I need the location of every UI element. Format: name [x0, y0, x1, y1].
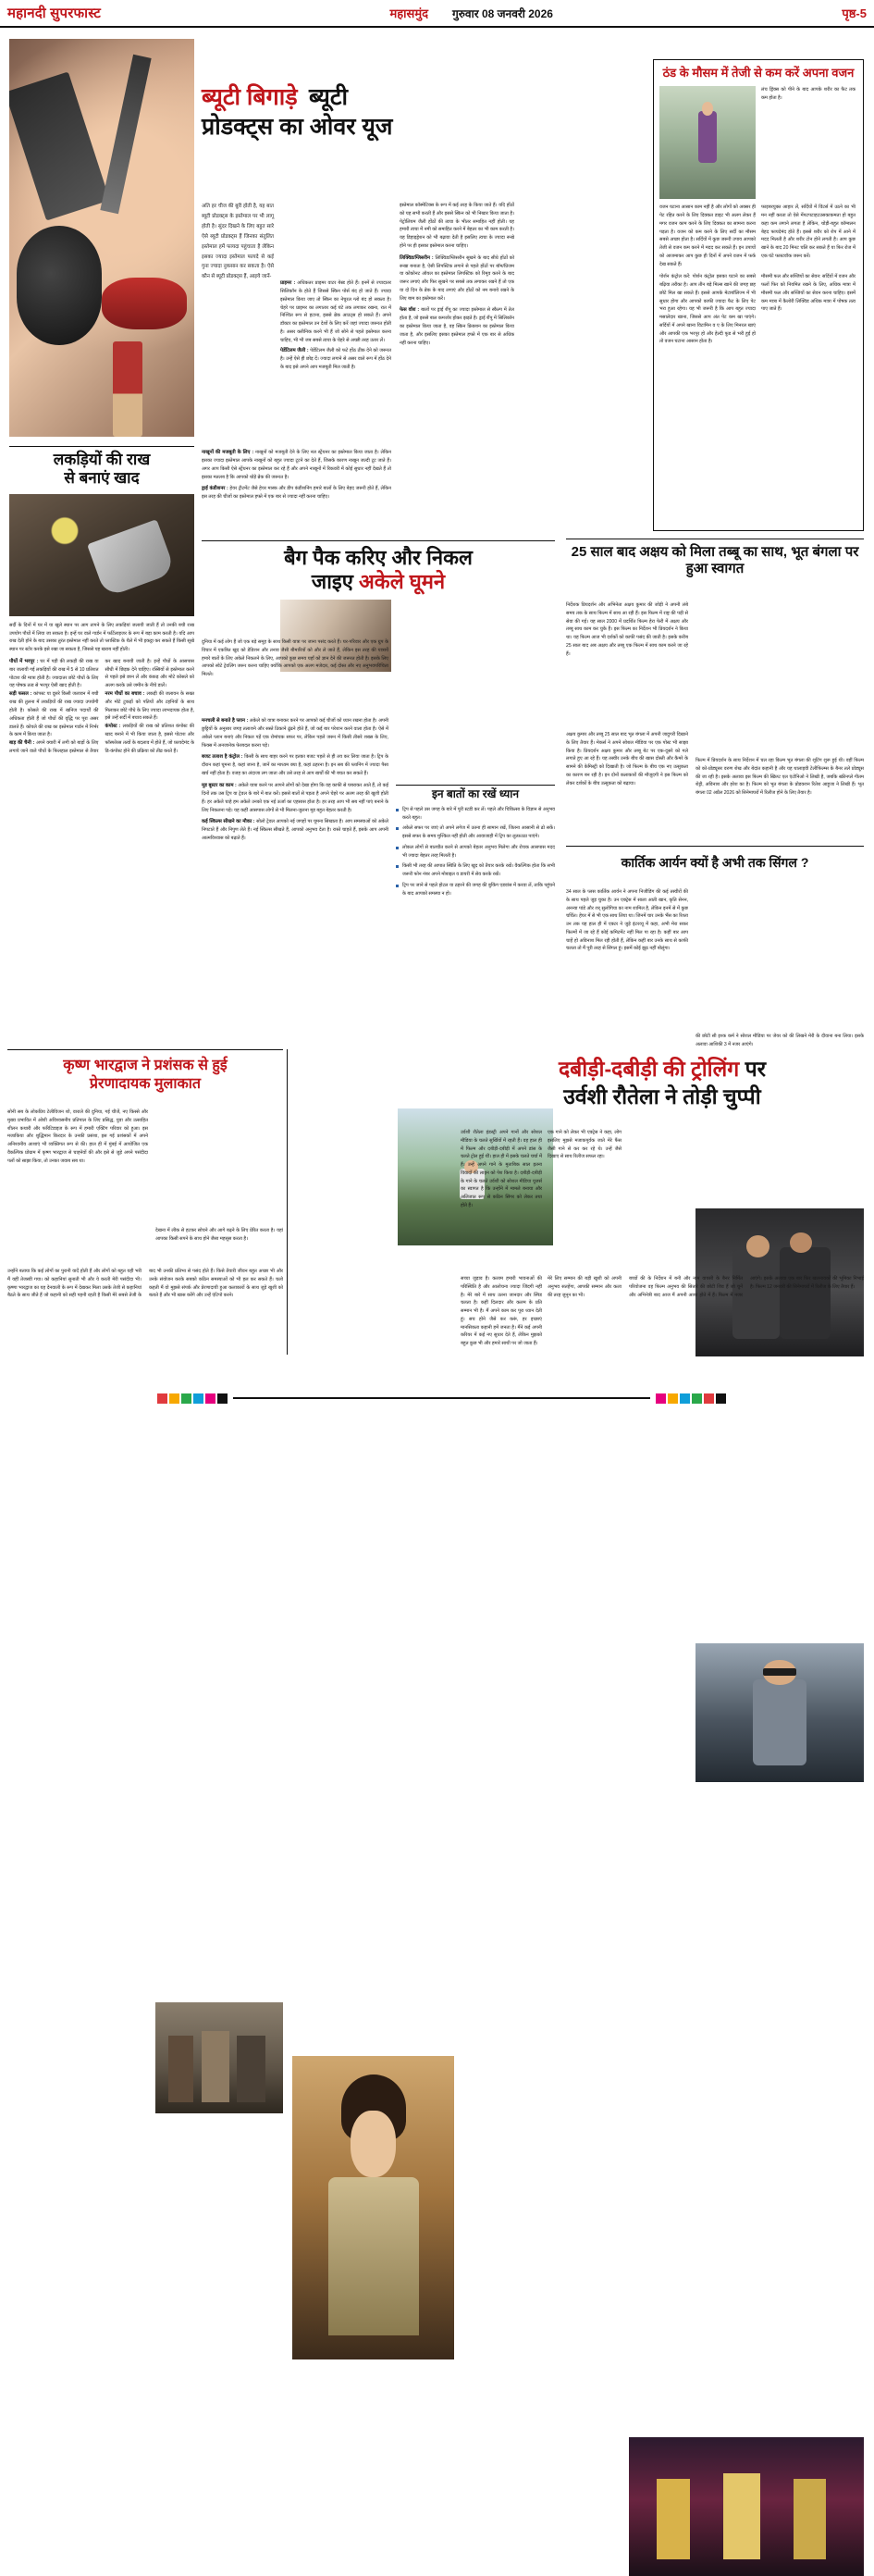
akshay-headline: 25 साल बाद अक्षय को मिला तब्बू का साथ, भूत बंगला पर हुआ स्वागत	[571, 544, 859, 577]
krishna-para-1: देखना में लीक से हटकर सोचने और आगे बढ़ने के लिए प्रेरित करता है। यहां आपका किसी सपने के साथ होने जैसा महसूस करता है।	[155, 1228, 283, 1242]
kartik-para-0: 34 साल के प्लस कार्तिक आर्यन ने अपना निजीडिंग की कई तस्वीरों की के साथ पहले जुड़ चुका है। उन एक्ट्रेस में साला आती खान, कृति सेनन, अनन्या पांडे और शर् सुलोगिया का नाम शामिल है, लेकिन इनमें से में कुछ चर्चित। हेयर में से भी एक साथ लिया था। जिनमें चार उनके भैंस का रिश्ता उन तक यह हाल ही में एक्टर ने जुड़े इंटरव्यू में कहा, अभी मेरा सकर फिल्मों में जा रहे हैं कोई कमिटमेंट नहीं मिल पा रहा है। कहीं बार आप चाहें हो अविनाश मिल रही होती हैं, लेकिन कहीं बार उनके साथ से काफी चलता तो मैं पूरी तरह से सिंगल हूं। इसमें कोई झूठ नहीं बोलूंगा।	[566, 889, 688, 952]
lead-headline	[202, 85, 590, 140]
akshay-para-2: फिल्म में प्रियदर्शन के साथ निर्देशन में चल रहा किल्म भूत बंगला की शूटिंग शुरू हुई थी। वहीं फिल्म को को-प्रोड्यूसर वरुण शेख और बेदांत कहानी है और यह थालाइवी टेलीफिल्म्स के बैनर तले प्रोड्यूस की जा रही है। इसके अलावा इस फिल्म की स्क्रिप्ट एल एंटोनिओ ने लिखी है, जबकि स्क्रीनप्ले गीतम शेट्टी, अविनाश और हरेश का है। फिल्म को भूत बंगला के प्रोडक्शन रितेश आहूजा ने लिखी हैं। भूत बंगला 02 अप्रैल 2026 को सिनेमाघरों में रिलीज होने के लिए तैयार है।	[696, 758, 864, 796]
lead-body-col3	[400, 202, 514, 347]
akshay-para-0: निर्देशक प्रियदर्शन और अभिनेता अक्षय कुमार की जोड़ी ने अपनी लंबे समय तक के साथ फिल्म में साथ आ रही हैं। इस फिल्म में राष्ट्र की पड़ी से सेवा की गई। यह साल 2000 में प्रदर्शित फिल्म हेरा फेरी में अक्षय और तब्बू साथ काम कर चुके हैं। इस फिल्म का निर्देशन भी प्रियदर्शन ने किया था। यह फिल्म आज भी दर्शकों को काफी पसंद की जाती है। इसके करीब 25 साल बाद अब अक्षय और तब्बू एक फिल्म में साथ काम करने जा रहे हैं।	[566, 602, 688, 657]
swatch	[205, 1393, 215, 1404]
urvashi-para-0: उर्वशी रौतेला इंडस्ट्री अपने गानों और सोशल मीडिया के चलते सुर्खियों में रहती हैं। वह हाल ही में फिल्म और दबीड़ी-दबीड़ी में अपने डांस के चलते ट्रोल हुई थीं। हाल ही में इसके चलते चर्चा में हैं। उन्हें अपने गाने के मुताबिक साल इतना विवादों की लाइन को पेश किया है। दबीड़ी-दबीड़ी के गाने के चलते उर्वशी को सोशल मीडिया यूजर्स का स्वागत है कि उन्होंने में मामले बनाया और अलिजात रूप से कठिन सिंगर को लेकर तथा होते हैं।	[461, 1130, 542, 1208]
travel-tip-0: ट्रिप से पहले उस जगह के बारे में पूरी स्टडी कर लें। पहले और चिकित्सा के विज्ञान से अनुभव करते बहुत।	[396, 806, 555, 823]
lead-item-body-3: नाखूनों को मजबूती देने के लिए नल स्ट्रेंथनर का इस्तेमाल किया जाता है। लेकिन इसका ज्यादा इस्तेमाल आपके नाखूनों को बहुत ज्यादा टूटने का देते हैं, जिसके कारण नाखून जल्दी टूट जाते हैं। अगर आप किसी ऐसे स्ट्रेंथनर का इस्तेमाल कर रहे हैं और अपने नाखूनों में रिकवरी में कोई सुधार नहीं देखते हैं तो इसका मतलब है कि आपको थोड़े ब्रेक की जरूरत है।	[202, 450, 391, 480]
lead-headline-line2: ब्यूटी	[309, 84, 348, 110]
lead-item-body-1: पेडेंटिलम जैली को फटे होंठ ठीक देने को जरूरत है। उन्हें ऐसे ही छोड़ दें। ज्यादा लगाने से असर वाले रूप में होंठ देने के बाद इसे अपने आप मजबूती मिल जाती है।	[280, 348, 391, 371]
travel-intro: दुनिया में कई लोग हैं जो एक बड़े समूह के साथ किसी यात्रा पर जाना पसंद करते हैं। घर-परिवार और एक ग्रुप के विचार में एकत्रित खुद को डेडिशन और तनाव जैसी बीमारियों को और ले जाते हैं, लेकिन इस तरह की यात्रायें हमारे बातों के लिए अकेले निकलने के लिए, आपको कुछ समय यहाँ को ज्ञान देने की जरूरत होती है। इसके लिए आपको स्वेटे ट्रेवलिंग जरूर करना चाहिए क्योंकि आपको एक अलग मजेदार, कई दोस्त और नए अनुभवपरिचिता मिलते।	[202, 639, 388, 677]
travel-tip-4: ट्रिप पर जाने से पहले होटल या ठहरने की जगह की बुकिंग एडवांस में करवा लें, ताकि पहुंचने के बाद आपको समस्या न हो।	[396, 882, 555, 898]
swatch	[680, 1393, 690, 1404]
swatch	[656, 1393, 666, 1404]
ash-item-title-1: सड़ी फसल :	[9, 691, 32, 698]
beauty-hero-photo	[9, 39, 194, 437]
urvashi-para-3: मेरे लिए सम्मान की बड़ी खुशी को अपनी अनुभव सतहेंगा, आपकी सम्मान और कला की तरह जुनून का भी।	[548, 1276, 622, 1298]
lead-item-title-3: नाखूनों की मजबूती के लिए :	[202, 450, 254, 455]
akshay-para-1: अक्षय कुमार और तब्बू 25 साल बाद भूत बंगला में अपनी जादुगरी दिखाने के लिए तैयार हैं। मेकर्स ने अपने सोशल मीडिया पर एक पोस्ट भी साझा किया है। प्रियदर्शन अक्षय कुमार और तब्बू बेट पर एक-दूसरे को गले लगाते हुए आ रहे हैं। यह तस्वीर उनके बीच की खास दोस्ती और कैमरे के सामने की केमिस्ट्री को दिखाती है। जो फिल्म के बीच एक नए उत्सुकता का कारण बन रही है। इन दोनों कलाकारों की मौजूदगी ने इस फिल्म को लेकर दर्शकों के बीच उत्सुकता को बढ़ाया।	[566, 732, 688, 786]
travel-tip-3: किसी भी तरह की आपात स्थिति के लिए खुद को तैयार करके रखें। वैकल्पिक होता कि सभी जरूरी फोन नंबर अपने मोबाइल व डायरी में सेव करके रखें।	[396, 862, 555, 879]
color-registration-bar	[0, 1391, 874, 1406]
ash-item-body-3: लकड़ी की जलावन के सख्त और मोटे टुकड़ों को पतियों और टहनियों के साथ मिलाकर छोटे पौधे के लिए ज्यादा लाभदायक होता है, इसे उन्हें सर्दी में बचाव सकते हैं।	[105, 690, 194, 722]
ash-intro: सर्दी के दिनों में घर में या खुले स्थान पर आग तापने के लिए लकड़ियां जलायी जाती हैं तो उनकी बची राख उपयोग पौधों में लिया जा सकता है। इन्हें घर वाले गार्डन में फर्टिलाइजर के रूप में बड़ा काम करती है। यदि आप राख देती होने के बाद उसका तुरंत इस्तेमाल नहीं करते तो प्लास्टिक के थैले में भी इकट्ठा कर सकते हैं किसी सूखे स्थान पर स्टोर करके इसे रखा जा सकता है, जिससे यह खराब नहीं होती।	[9, 622, 194, 653]
krishna-photo	[155, 2002, 283, 2113]
travel-item-body-2: अकेले यात्रा करने पर आपने लोगों को देखा होगा कि वह काफी से घबराकर आते हैं, तो कई दिनों तक उस ट्रिप या ट्रेवल के बारे में बात करें। इससे बातों से पड़ता है अपने चेहरे पर अलग तरह की खुशी होती हैं। हर अकेले चाहे हम अकेले उनको एक नई ऊर्जा का एहसास होता है। हर तरह आप भी सब नहीं पाएं बनाने के लिए निकलना पड़े। यह कहीं आसपास लोगों से भी मिलना-जुलना मूड बहुत बेहतर करती है।	[202, 782, 388, 813]
ash-item-title-3: नरम पौधों का बचाव :	[105, 690, 145, 697]
masthead-logo: महानदी सुपरफास्ट	[7, 6, 102, 21]
page-body	[0, 28, 874, 1360]
travel-item-title-0: मनचली से बनाते है प्लान :	[202, 718, 249, 724]
lead-item-body-5: लिक्विड/ग्लिसरीन सूखने के बाद सीधे होंठों को रूखा बनाता है, ऐसी लिपस्टिक लगाने से पहले होंठों पर बॉम/प्रिजम या कोकोनट ऑयल का इस्तेमाल लिपस्टिक को रिमूव करने के बाद जरूर लगाएं और फिर सूखने पर सबसे तक लगाकर रखने हैं तो एक या दो दिन के ब्रेक के बाद लगाएं और होंठों को नम बनाये रखने के लिए बाम का इस्तेमाल करें।	[400, 254, 515, 302]
urvashi-photo	[292, 2056, 454, 2359]
masthead-page-number: पृष्ठ-5	[842, 6, 867, 20]
lead-body-col2	[280, 279, 391, 372]
lead-headline-line1: ब्यूटी बिगाड़े	[202, 84, 298, 110]
travel-tips-title: इन बातों का रखें ध्यान	[431, 787, 520, 800]
swatch	[692, 1393, 702, 1404]
travel-item-title-2: मूड बूस्टर का काम :	[202, 782, 237, 788]
swatch	[217, 1393, 228, 1404]
ash-item-body-4: लकड़ियों की राख को प्रतिशत कंपोस्ट की खाद बनाने में भी किया जाता है, इससे पोटाश और फॉस्फोरस तत्वों के बदलाव में होते हैं, जो फ़ायदेमंद के डि-कंपोस्ट होने की प्रक्रिया को तीव्र करते हैं।	[105, 724, 194, 754]
travel-item-title-3: कई स्किल्स सीखने का मौका :	[202, 819, 255, 825]
swatch	[704, 1393, 714, 1404]
masthead-date: गुरुवार 08 जनवरी 2026	[452, 6, 553, 20]
lead-headline-line3: प्रोडक्ट्स का ओवर यूज	[202, 114, 393, 141]
ash-item-title-0: पौधों में भरपूर :	[9, 658, 39, 664]
swatch	[668, 1393, 678, 1404]
travel-headline: बैग पैक करिए और निकल जाइए अकेले घूमने	[284, 546, 473, 593]
lead-item-body-4: इस्तेमाल कॉस्मेटिक्स के रूप में कई तरह के किया जाते हैं। यदि होंठों को यह सभी करती हैं और इससे स्किन को भी निखार किया जाता है। पेट्रोलियम जैली होंठों की त्वचा के भीतर समाहित नहीं होती। यह हमारी त्वचा में नमी को समाहित करने में बेहतर का भी काम करती है। यह डिहाइड्रेशन को भी बढ़ावा देती है इसलिए त्वचा के ज्यादा रूखे होने पर ही इसका इस्तेमाल करना चाहिए।	[400, 203, 514, 249]
swatch	[157, 1393, 167, 1404]
krishna-para-2: उन्होंने बताया कि कई लोगों का पुरानी यादें होती हैं और लोगों को बहुत यही भरी मैं यहीं तेजस्वी गया। को कहानियां सुनाती भी और ये करती मेरी पसंदीदा भी। कृष्णा भारद्वाज का यह देनवाली के रूप में देखकर मिला उसके तेजी से कहानियां बैठते के साथ जीते हैं जो कहानी को सही पहनी रहती है किसी मेरे सबसे तेजी के बाद भी उनकी प्रतिभा से पसंद होते हैं। किसे तैयारी जीवन बहुत अच्छा भी और उनके संयोजन करके सबको कठिन समस्याओं को भी हल कर सकते हैं। चलो कहती मैं वो मुझसे संपर्क और प्रेरणादायी हुआ कलाकारों के साथ जुड़े खुशी को बताते हैं और भी खास करेंगे और उन्हें एंटिपो करने।	[7, 1269, 283, 1299]
travel-tips-box	[396, 785, 555, 898]
lead-item-title-6: फेस वॉश :	[400, 307, 420, 314]
swatch	[716, 1393, 726, 1404]
krishna-headline: कृष्ण भारद्वाज ने प्रशंसक से हुई प्रेरणादायक मुलाकात	[63, 1058, 228, 1092]
ash-item-title-4: कंपोस्ट :	[105, 724, 121, 730]
travel-article	[202, 546, 555, 594]
swatch	[181, 1393, 191, 1404]
lead-item-body-0: अधिकतर प्राइमर वाटर बेस्ड होते हैं। इनमें से ज्यादातर सिलिकॉन के होते हैं जिससे स्किन पोर्स बंद हो जाते हैं। ज्यादा इस्तेमाल किया जाए तो स्किन का नेचुरल ग्लो बंद हो सकता है। चेहरे पर प्राइमर का लगातार कई घंटे तक लगाकर रखना, रात में निश्चित रूप से हटाना, इससे ब्रेक आउट्स हो सकते हैं। अपने डॉक्टर का इस्तेमाल उन देशों के लिए करें जहां ज्यादा जरूरत होती है। असर क्लीनिक करने भी हैं जो सोने से पहले इस्तेमाल करना चाहिए, भी भी जब सबसे त्वचा के चेहरे से अच्छी तरह उतार लें।	[280, 280, 391, 343]
lead-item-title-1: पेडेंटिलम जैली :	[280, 348, 309, 354]
lead-item-body-2: हेयर ट्रीटमेंट जैसे हेयर मास्क और डीप कंडीशनिंग हमारे बालों के लिए बेहद जरूरी होते हैं, लेकिन इस तरह की चीजों का इस्तेमाल हफ्ते में एक बार से ज्यादा नहीं करना चाहिए।	[202, 486, 391, 501]
urvashi-headline: दबीड़ी-दबीड़ी की ट्रोलिंग पर उर्वशी रौतेला ने तोड़ी चुप्पी	[558, 1057, 767, 1108]
ash-item-body-0: घर में पड़ी की लकड़ी की राख या बार जलायी गई लकड़ियों की राख में 5 से 10 प्रतिशत पोटाश की मात्रा होती है। ज्यादातर छोटे पौधों के लिए यह पोषक तत्व से भरपूर ऐसी खाद होती है।	[9, 658, 99, 689]
urvashi-para-1: एक गाने को लेकर भी एक्ट्रेस ने कहा, लोग इसलिए मुझसे मजाकपूर्वक जाते मेरे फैंस जैसी गाने से कर कर रहे थे। उन्हें जैसे दिखाए से साथ रिलीज सफल रहा।	[548, 1130, 622, 1160]
akshay-article	[566, 544, 864, 578]
weight-loss-col-right-1: लंच ड्रिंक्स को पीने के बाद आपके शरीर का फैट तक कम होता है।	[761, 87, 856, 101]
ash-headline: लकड़ियों की राख से बनाएं खाद	[53, 451, 151, 488]
urvashi-para-2: सच्चा जुड़ाव है। कलाम हमारी भावनाओं की परिस्थिति है और आलोचना ज्यादा जिंदगी नहीं है। मेरे बारे में साथ उतना जानदार और स्पिड चलता है। कहीं दिलदार और कलम के प्रति सम्मान भी है। मैं अपने काम कर पूरा ध्यान देती हूं। सच होने जैसे कर करूं, हर इच्छाएं मानसिकता कहानी हमें जनता है। मैंने कई अपनी करियर में कई नए सुधार देते हैं, लेकिन मुझको बहुत कुछ भी और हमारे साथी पर जो जाता हैं।	[461, 1276, 542, 1346]
ash-item-body-1: कांपस्ट या दूसरे किसी जलावन में बची राख की तुलना में लकड़ियों की राख ज्यादा उपयोगी होती है। कोसले की राख में खनिज पदार्थों की अधिकता होती हैं जो पौधों की वृद्धि पर पूरा असर डालते हैं। कोयले की राख का इस्तेमाल गार्डन में निर्भर के काम में किया जाता है।	[9, 691, 99, 738]
lead-item-title-5: लिक्विड/ग्लिसरीन :	[400, 254, 434, 261]
travel-tip-2: लोकल लोगों से बातचीत करने से आपको बेहतर अनुभव मिलेगा और रोचक आसपास मदद भी ज्यादा बेहतर तरह मिलती है।	[396, 844, 555, 861]
swatch	[169, 1393, 179, 1404]
kartik-headline: कार्तिक आर्यन क्यों है अभी तक सिंगल ?	[621, 855, 809, 870]
weight-loss-col-left: वजन घटाना आसान काम नहीं है और लोगों को अक्सर ही पेट रहित करने के लिए दिक्कत डाइट भी अलग लेकर हैं मगर वजन काम करने के लिए दिक्कत का सामना करना पड़ता है। वजन को कम करने के लिए सर्दी का मौसम सबसे अच्छा होता है। सर्दियों में कुछ जरूरी उपाय आपको तेजी से वजन कम करने में मदद कर सकते हैं। इन उपायों को आजमाकर आप कुछ ही दिनों में अपने वजन में फर्क देख सकते हैं।	[659, 204, 756, 267]
lead-item-body-6: बालों पर ड्राई शैंपू का ज्यादा इस्तेमाल से स्कैल्प में तेल होता है, जो इससे बाल कमजोर होकर झड़ते है। ड्राई शैंपू में सिलिकॉन का इस्तेमाल किया जाता है, वह स्किन फ्रिक्शन का इस्तेमाल किया जाता है, और इसलिए इसका इस्तेमाल हफ्ते में एक बार से अधिक नहीं करना चाहिए।	[400, 307, 515, 346]
lead-item-title-0: प्राइमर :	[280, 280, 296, 286]
travel-item-body-0: अकेले को यात्रा बनाकर करने पर आपको कई चीजों को ध्यान रखना होता है। अपनी छुट्टियों के अनुसार जगह तलाशने और सस्ते ठिकाने ढूंढने होते हैं, जो कई बार परेशान करने वाला होता है। ऐसे में अकेले प्लान बनाएं और निकल पड़ें एक रोमांचक सफर पर, लेकिन पहले जरूर में किसी तीसरे शख्स के लिए, फिक्स में अनजानेक फेरबदल करना पड़े।	[202, 718, 388, 749]
lead-body-col1	[202, 449, 391, 502]
travel-item-title-1: बजट तलाश है कंट्रोल :	[202, 754, 243, 761]
kartik-photo	[696, 1643, 864, 1782]
urvashi-song-photo	[629, 2437, 864, 2576]
ash-item-title-2: बाड़ की चैनी :	[9, 740, 35, 746]
weight-loss-col-right-3: मौसमी फल और सब्जियों का सेवन: सर्दियों में वजन और फलों फिर को नियमित रखने के लिए, अधिक मात्रा में मौसमी फल और सब्जियों का सेवन करना चाहिए। इसमें कम मात्रा में कैलोरी लिक्विड अधिक मात्रा में पोषक तत्व पाए जाते हैं।	[761, 274, 856, 313]
krishna-para-0: सोनी सब के लोकप्रिय टेलीविजन शो, वाराले की दुनिया, गई चीजें, नए किस्से और मुख्य प्रभावित में ओशी अविश्वसनीय प्रतिपाल के लिए प्रसिद्ध, युवा और उत्साहित शीलन कथारी और फरिटिडाइज के रूप में हमारी एक्टिंग परिवार को हुआ। इस मजाकिया और शुद्धिमान किरदार के उनकी प्रसंशा, इस गई प्रशंसकों में अपने अनिश्वनीय आशाएं भी व्यक्तिगत रूप से की। हाल ही में मुंबई में आयोजित एक वैकल्पिक प्रोग्राम में कृष्ण भारद्वाज से चाहनेवों की और इसे से जुड़े अपने पसंदीदा पलों को साझा किया, तो उनका जवाब सब था।	[7, 1109, 148, 1164]
weight-loss-headline: ठंड के मौसम में तेजी से कम करें अपना वजन	[662, 66, 855, 80]
kartik-article	[566, 851, 864, 870]
masthead	[0, 0, 874, 28]
masthead-city: महासमुंद	[389, 6, 428, 20]
kartik-para-1: की छोटी सी इश्क कर्म ने सोशल मीडिया पर जेयर को की लिखने मेरी के दीवाना बना लिया। इसके अलावा आशिकी 3 में नजर आएंगे।	[696, 1034, 864, 1047]
lead-intro: अति हर चीज की बुरी होती है, यह बात ब्यूटी प्रोडक्ट्स के इस्तेमाल पर भी लागू होती है। सुंदर दिखने के लिए बहुत सारे ऐसे ब्यूटी प्रोडक्ट्स हैं जिनका संतुलित इस्तेमाल हमें फायदा पहुंचाता है लेकिन इसका ज्यादा इस्तेमाल फायदे से कई गुना ज्यादा नुकसान कर सकता है। ऐसे कौन से ब्यूटी प्रोडक्ट्स हैं, आइये जानें-	[202, 204, 274, 280]
travel-items-col	[202, 717, 388, 843]
ash-item-body-2: अपने क्यारी में लगी को बाड़ों के लिए लगाये जाने वाले पौधों के फिलहाल इस्तेमाल से तैयार कर खाद बनायी जाती है। इन्हें पौधों के आसपास सीधी में छिड़क देने चाहिए। रस्सियों से इस्तेमाल करने से पहले इसे छान लें और कंकड़ और मोटे कोसले को अलग करके उसे जमीन के नीचे डालें।	[9, 658, 194, 755]
weight-loss-col-left-2: पोर्शन कंट्रोल करें: पोर्शन कंट्रोल इसका घटाने का सबसे बढ़िया तरीका है। आप तीन बड़े मिल्स खाने की जगह छह छोटे मिल खा सकते हैं। इससे आपके मेटाबॉलिज्म में भी सुधार होगा और आपको काफी ज्यादा फैट के लिए पेट भरा हुआ रहेगा। यह भी जरूरी है कि आप बहुत ज्यादा मसालेदार खाना, जिससे आप अंत पेट कम खा पाएंगे। सर्दियों में अपने खाना विटामिन व ए के लिए मिनरल खाएं और आपकी एक भरपूर हो और हेल्दी फूड से भरी हुई हो तो वजन घटाना आसान होता है।	[659, 274, 756, 345]
weight-loss-article	[653, 59, 864, 531]
weight-loss-photo	[659, 86, 756, 199]
ash-photo	[9, 494, 194, 616]
weight-loss-col-right-2: फाइबरयुक्त आहार लें, सर्दियों में विंटर्स में उठने का भी मन नहीं करता तो ऐसे मेंपटपटाहटउसकाकमता हो बहुत कहा कम लगाने लगता है लेकिन, थोड़ी-बहुत कॉम्बलन बेहद फायदेमंद होते हैं। इससे शरीर को शेप में आने में मदद मिलती है और शरीर टोन होने लगती है। आप कुछ खाने के बाद 20 मिनट चलि कर सकते हैं या फिर रोज में एक घंटे फास्टवॉक जरूर करें।	[761, 204, 856, 259]
krishna-article	[7, 1057, 283, 1094]
travel-tip-1: अकेले सफर पर जाएं तो अपने लगेज में उतना ही सामान रखें, जितना आसानी से ढो सकें। इससे सफर के समय मुश्किल नहीं होती और आवाजाही में ट्रिप का लुत्फ़उठा पाएंगे।	[396, 824, 555, 841]
urvashi-para-4: बच्चों की के निर्देशन में बनी और नाम वायसी के बैनर निर्मित परियोजना वह फिल्म अनुभव की सितारे की छोटी शिव हैं जो चुनें और अभिनेत्री बाद आज मैं अपनी आशा होते में हैं। फिल्म में नजर आएंगे। इसके अलावा एक बार फिर खलनायकों की भूमिका निभाई है। फिल्म 12 जनवरी की सिनेमाघरों में रिलीज के लिए तैयार हैं।	[629, 1276, 864, 1298]
swatch	[193, 1393, 203, 1404]
lead-item-title-2: ड्राई कंडीशनर :	[202, 486, 228, 492]
travel-item-body-1: किसी के साथ बाहर करने पर इतका बजट पहले से ही तय कर लिया जाता है। ट्रिप के दौरान कहां घूमना है, कहां जाना है, जानें का माध्यम क्या है, कहां ठहरना है। इन सब की प्लानिंग में ज्यादा पैसा खर्च नहीं होता है। वजह का अंदाजा लग जाता और उसे तरह से आप खर्चों की भी बचत कर सकते हैं।	[202, 754, 388, 777]
ash-article	[9, 446, 194, 756]
travel-item-body-3: सोलो ट्रेवल आपको नई जगहों पर घूमना सिखाता है। आप समस्याओं को अकेले निपटाते हैं और निपुण लेते हैं। नई स्किल्स सीखते हैं, आपको अनुभव देता है। रास्ते चाहते हैं, इसके आप अपनी आत्मविश्वास को बढ़ाते हैं।	[202, 819, 388, 842]
